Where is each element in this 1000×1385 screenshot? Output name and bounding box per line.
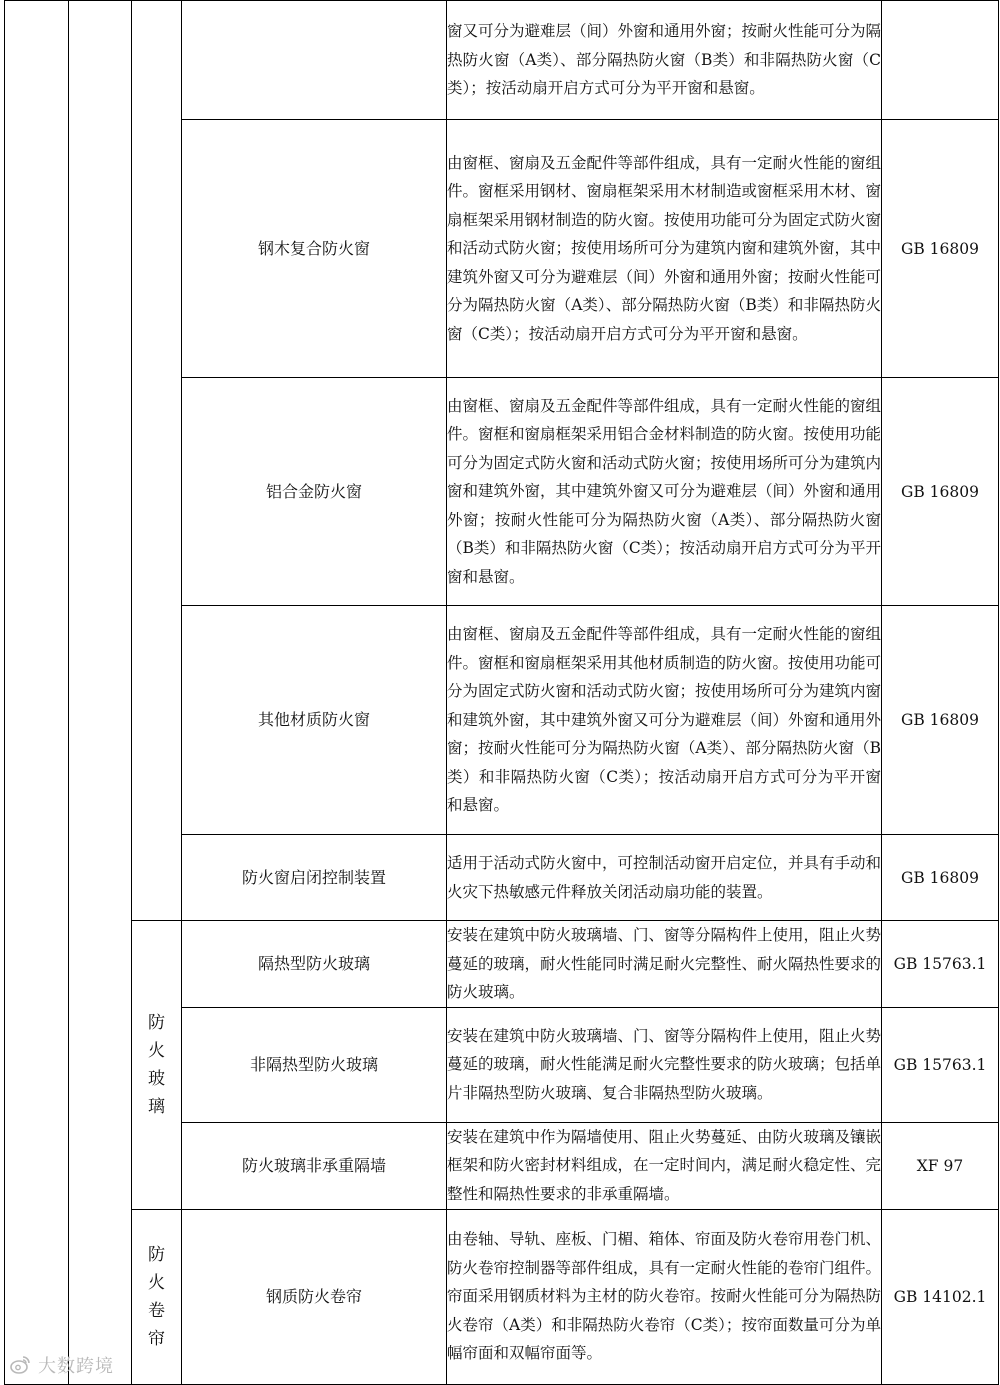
product-name-cell: 钢质防火卷帘: [182, 1209, 447, 1384]
product-description-cell: 安装在建筑中防火玻璃墙、门、窗等分隔构件上使用，阻止火势蔓延的玻璃，耐火性能满足耐火完整性要求的防火玻璃；包括单片非隔热型防火玻璃、复合非隔热型防火玻璃。: [447, 1007, 882, 1122]
category-label: 防火卷帘: [147, 1244, 165, 1349]
standard-code-cell: GB 15763.1: [882, 1007, 999, 1122]
product-name-cell: 隔热型防火玻璃: [182, 921, 447, 1008]
category-cell-fire-glass: [132, 921, 182, 1210]
watermark: [8, 1352, 114, 1378]
standard-code-cell: GB 14102.1: [882, 1209, 999, 1384]
category-column-level2: [69, 1, 132, 1385]
standard-code-cell: GB 16809: [882, 120, 999, 378]
product-description-cell: 由窗框、窗扇及五金配件等部件组成，具有一定耐火性能的窗组件。窗框和窗扇框架采用其他材质制造的防火窗。按使用功能可分为固定式防火窗和活动式防火窗；按使用场所可分为建筑内窗和建筑外窗，其中建筑外窗又可分为避难层（间）外窗和通用外窗；按耐火性能可分为隔热防火窗（A类）、部分隔热防火窗（B类）和非隔热防火窗（C类）；按活动扇开启方式可分为平开窗和悬窗。: [447, 606, 882, 835]
weibo-logo-icon: [8, 1353, 32, 1377]
table-row: [5, 1209, 999, 1384]
product-description-cell: 由窗框、窗扇及五金配件等部件组成，具有一定耐火性能的窗组件。窗框和窗扇框架采用铝合金材料制造的防火窗。按使用功能可分为固定式防火窗和活动式防火窗；按使用场所可分为建筑内窗和建筑外窗，其中建筑外窗又可分为避难层（间）外窗和通用外窗；按耐火性能可分为隔热防火窗（A类）、部分隔热防火窗（B类）和非隔热防火窗（C类）；按活动扇开启方式可分为平开窗和悬窗。: [447, 378, 882, 606]
standard-code-cell: XF 97: [882, 1122, 999, 1209]
standard-code-cell: GB 15763.1: [882, 921, 999, 1008]
standard-code-cell: GB 16809: [882, 835, 999, 921]
fire-products-table: [4, 0, 999, 1385]
product-description-cell: 窗又可分为避难层（间）外窗和通用外窗；按耐火性能可分为隔热防火窗（A类）、部分隔热防火窗（B类）和非隔热防火窗（C类）；按活动扇开启方式可分为平开窗和悬窗。: [447, 1, 882, 120]
standard-code-cell: GB 16809: [882, 606, 999, 835]
category-column-level1: [5, 1, 69, 1385]
category-label: 防火玻璃: [147, 1012, 165, 1117]
product-name-cell: 非隔热型防火玻璃: [182, 1007, 447, 1122]
category-cell-fire-shutter: [132, 1209, 182, 1384]
product-description-cell: 由窗框、窗扇及五金配件等部件组成，具有一定耐火性能的窗组件。窗框采用钢材、窗扇框架采用木材制造或窗框采用木材、窗扇框架采用钢材制造的防火窗。按使用功能可分为固定式防火窗和活动式防火窗；按使用场所可分为建筑内窗和建筑外窗，其中建筑外窗又可分为避难层（间）外窗和通用外窗；按耐火性能可分为隔热防火窗（A类）、部分隔热防火窗（B类）和非隔热防火窗（C类）；按活动扇开启方式可分为平开窗和悬窗。: [447, 120, 882, 378]
product-name-cell: 其他材质防火窗: [182, 606, 447, 835]
product-description-cell: 安装在建筑中作为隔墙使用、阻止火势蔓延、由防火玻璃及镶嵌框架和防火密封材料组成，在一定时间内，满足耐火稳定性、完整性和隔热性要求的非承重隔墙。: [447, 1122, 882, 1209]
product-description-cell: 由卷轴、导轨、座板、门楣、箱体、帘面及防火卷帘用卷门机、防火卷帘控制器等部件组成，具有一定耐火性能的卷帘门组件。帘面采用钢质材料为主材的防火卷帘。按耐火性能可分为隔热防火卷帘（A类）和非隔热防火卷帘（C类）；按帘面数量可分为单幅帘面和双幅帘面等。: [447, 1209, 882, 1384]
product-name-cell: 防火玻璃非承重隔墙: [182, 1122, 447, 1209]
product-description-cell: 适用于活动式防火窗中，可控制活动窗开启定位，并具有手动和火灾下热敏感元件释放关闭活动扇功能的装置。: [447, 835, 882, 921]
standard-code-cell: [882, 1, 999, 120]
standard-code-cell: GB 16809: [882, 378, 999, 606]
table-row: [5, 921, 999, 1008]
watermark-text: 大数跨境: [38, 1356, 114, 1377]
category-cell-fire-window: [132, 1, 182, 921]
product-name-cell: 防火窗启闭控制装置: [182, 835, 447, 921]
product-name-cell: 铝合金防火窗: [182, 378, 447, 606]
product-name-cell: [182, 1, 447, 120]
product-name-cell: 钢木复合防火窗: [182, 120, 447, 378]
table-row: [5, 1, 999, 120]
product-description-cell: 安装在建筑中防火玻璃墙、门、窗等分隔构件上使用，阻止火势蔓延的玻璃，耐火性能同时满足耐火完整性、耐火隔热性要求的防火玻璃。: [447, 921, 882, 1008]
